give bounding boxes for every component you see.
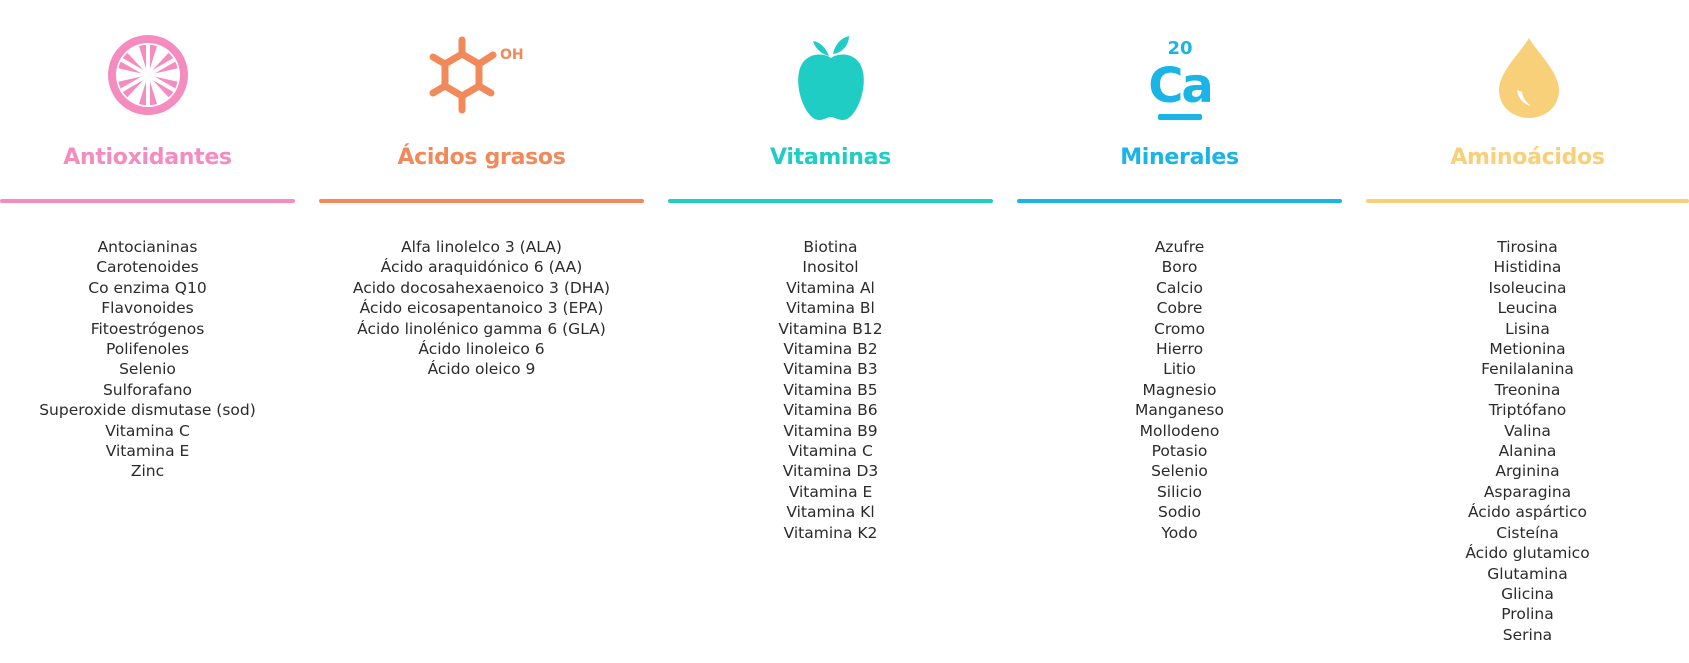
list-item: Glutamina — [1487, 564, 1568, 583]
list-item: Manganeso — [1135, 401, 1224, 420]
category-title: Aminoácidos — [1450, 145, 1605, 170]
list-item: Vitamina Bl — [786, 299, 875, 318]
list-item: Fitoestrógenos — [90, 319, 205, 338]
category-acidos-grasos — [319, 0, 644, 663]
list-item: Mollodeno — [1139, 421, 1220, 440]
list-item: Sulforafano — [102, 380, 193, 399]
list-item: Biotina — [803, 238, 858, 256]
divider-line — [319, 199, 644, 203]
list-item: Yodo — [1161, 523, 1198, 542]
list-item: Valina — [1504, 421, 1551, 440]
category-vitaminas — [668, 0, 993, 663]
list-item: Vitamina D3 — [782, 462, 879, 481]
list-item: Selenio — [119, 360, 176, 379]
list-item: Calcio — [1156, 278, 1203, 297]
nutrient-list — [1017, 237, 1342, 543]
list-item: Vitamina B12 — [778, 319, 883, 338]
category-aminoacidos — [1366, 0, 1689, 663]
list-item: Vitamina B6 — [783, 401, 878, 420]
list-item: Vitamina Kl — [786, 503, 875, 522]
list-item: Silicio — [1156, 482, 1203, 501]
list-item: Isoleucina — [1488, 278, 1567, 297]
nutrient-list — [668, 237, 993, 543]
list-item: Ácido glutamico — [1465, 544, 1590, 563]
list-item: Asparagina — [1483, 482, 1572, 501]
list-item: Ácido araquidónico 6 (AA) — [380, 258, 583, 277]
list-item: Vitamina Al — [786, 278, 875, 297]
list-item: Cisteína — [1496, 523, 1559, 542]
list-item: Boro — [1161, 258, 1198, 277]
drop-icon — [1493, 32, 1565, 122]
list-item: Magnesio — [1142, 380, 1217, 399]
list-item: Potasio — [1151, 442, 1208, 461]
list-item: Inositol — [802, 258, 859, 277]
list-item: Alanina — [1498, 442, 1557, 461]
nutrient-list — [0, 237, 295, 482]
list-item: Ácido eicosapentanoico 3 (EPA) — [359, 299, 604, 318]
divider-line — [668, 199, 993, 203]
list-item: Histidina — [1493, 258, 1562, 277]
list-item: Antocianinas — [97, 238, 198, 256]
list-item: Sodio — [1158, 503, 1201, 522]
list-item: Vitamina B5 — [783, 380, 878, 399]
category-title: Vitaminas — [770, 145, 891, 170]
list-item: Ácido linoleico 6 — [418, 340, 545, 359]
list-item: Ácido aspártico — [1467, 503, 1588, 522]
list-item: Prolina — [1501, 605, 1554, 624]
list-item: Vitamina C — [105, 421, 190, 440]
category-title: Antioxidantes — [63, 145, 232, 170]
list-item: Tirosina — [1497, 238, 1558, 256]
list-item: Hierro — [1155, 340, 1204, 359]
list-item: Flavonoides — [101, 299, 194, 318]
list-item: Litio — [1163, 360, 1196, 379]
icon-wrapper — [0, 32, 295, 130]
nutrient-list — [319, 237, 644, 380]
list-item: Co enzima Q10 — [88, 278, 207, 297]
list-item: Leucina — [1497, 299, 1558, 318]
list-item: Fenilalanina — [1481, 360, 1574, 379]
calcium-element-icon — [1135, 32, 1225, 124]
list-item: Carotenoides — [96, 258, 199, 277]
list-item: Serina — [1502, 625, 1553, 644]
list-item: Cobre — [1156, 299, 1203, 318]
list-item: Lisina — [1505, 319, 1550, 338]
list-item: Vitamina B2 — [783, 340, 878, 359]
category-title: Minerales — [1120, 145, 1239, 170]
list-item: Treonina — [1494, 380, 1561, 399]
list-item: Selenio — [1151, 462, 1208, 481]
icon-wrapper — [319, 32, 644, 130]
category-minerales — [1017, 0, 1342, 663]
element-symbol: Ca — [1147, 58, 1212, 114]
list-item: Superoxide dismutase (sod) — [39, 401, 256, 420]
hydroxyl-label: OH — [499, 47, 524, 63]
divider-line — [0, 199, 295, 203]
atomic-number: 20 — [1166, 38, 1193, 59]
list-item: Vitamina B9 — [783, 421, 878, 440]
apple-icon — [795, 32, 867, 124]
list-item: Azufre — [1154, 238, 1205, 256]
list-item: Polifenoles — [105, 340, 190, 359]
icon-wrapper — [1366, 32, 1689, 130]
list-item: Ácido linolénico gamma 6 (GLA) — [357, 319, 606, 338]
list-item: Acido docosahexaenoico 3 (DHA) — [352, 278, 611, 297]
list-item: Vitamina E — [788, 482, 873, 501]
icon-wrapper — [668, 32, 993, 130]
category-title: Ácidos grasos — [397, 145, 566, 170]
divider-line — [1366, 199, 1689, 203]
orange-slice-icon — [105, 32, 191, 118]
list-item: Vitamina E — [105, 442, 190, 461]
list-item: Cromo — [1154, 319, 1205, 338]
nutrient-list — [1366, 237, 1689, 645]
list-item: Glicina — [1501, 584, 1554, 603]
list-item: Zinc — [130, 462, 165, 481]
list-item: Metionina — [1489, 340, 1566, 359]
list-item: Arginina — [1495, 462, 1560, 481]
list-item: Alfa linolelco 3 (ALA) — [401, 238, 562, 256]
list-item: Vitamina C — [788, 442, 873, 461]
category-antioxidantes — [0, 0, 295, 663]
list-item: Vitamina K2 — [783, 523, 878, 542]
icon-wrapper — [1017, 32, 1342, 130]
list-item: Triptófano — [1488, 401, 1567, 420]
divider-line — [1017, 199, 1342, 203]
molecule-icon — [427, 32, 537, 122]
list-item: Ácido oleico 9 — [427, 360, 536, 379]
list-item: Vitamina B3 — [783, 360, 878, 379]
